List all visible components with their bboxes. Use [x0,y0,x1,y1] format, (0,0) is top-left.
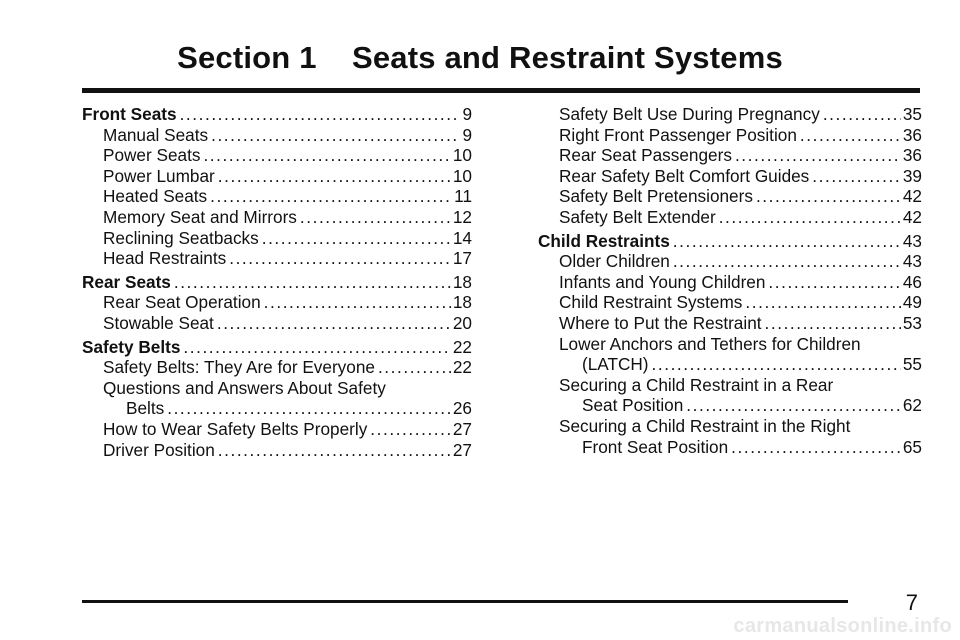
toc-entry-page: 46 [902,271,922,292]
toc-entry-page: 12 [452,206,472,227]
toc-entry-page: 10 [452,145,472,166]
dot-leader [217,313,451,334]
dot-leader [167,398,451,419]
toc-entry-label: Front Seat Position [582,436,729,457]
toc-entry-label: Safety Belts [82,336,181,357]
toc-entry-page: 27 [452,418,472,439]
dot-leader [370,419,451,440]
toc-entry-page: 17 [452,248,472,269]
toc-entry-page: 43 [902,251,922,272]
dot-leader [174,272,451,293]
toc-entry [82,207,472,228]
dot-leader [731,437,901,458]
dot-leader [203,145,450,166]
toc-entry-line: Securing a Child Restraint in the Right [559,415,851,436]
toc-entry-label: Head Restraints [103,248,227,269]
toc-entry-label: Safety Belt Pretensioners [559,186,753,207]
dot-leader [262,228,451,249]
toc-entry-label: Reclining Seatbacks [103,227,259,248]
toc-entry-page: 36 [902,124,922,145]
dot-leader [719,207,901,228]
toc-entry [82,145,472,166]
toc-entry-label: Seat Position [582,395,684,416]
toc-heading [82,104,472,125]
toc-entry [538,186,922,207]
dot-leader [211,125,460,146]
toc-entry [82,248,472,269]
watermark: carmanualsonline.info [733,615,952,637]
toc-entry-label: Front Seats [82,104,177,124]
toc-entry [82,357,472,378]
toc-entry-label: Memory Seat and Mirrors [103,206,297,227]
toc-entry-page: 43 [902,230,922,251]
toc-entry [82,419,472,440]
toc-entry-label: Heated Seats [103,186,208,207]
toc-entry [82,313,472,334]
toc-entry-page: 20 [452,312,472,333]
toc-entry [538,104,922,125]
toc-entry-line: Lower Anchors and Tethers for Children [559,333,861,354]
toc-entry-label: Safety Belt Use During Pregnancy [559,104,820,124]
toc-entry-label: Older Children [559,251,670,272]
dot-leader [768,272,900,293]
dot-leader [745,292,900,313]
toc-entry [82,440,472,461]
dot-leader [652,354,901,375]
toc-entry-label: Rear Seats [82,271,171,292]
toc-entry-line: Securing a Child Restraint in a Rear [559,374,834,395]
toc-entry [82,125,472,146]
toc-entry-label: Stowable Seat [103,312,214,333]
toc-entry-page: 9 [462,104,472,124]
dot-leader [300,207,451,228]
dot-leader [229,248,451,269]
toc-heading [82,272,472,293]
toc-entry [82,186,472,207]
toc-entry [538,207,922,228]
toc-entry-label: Rear Seat Operation [103,292,261,313]
toc-entry-label: Safety Belt Extender [559,206,716,227]
toc-entry [538,292,922,313]
dot-leader [218,166,451,187]
toc-entry [538,354,922,375]
toc-entry-page: 18 [452,271,472,292]
dot-leader [756,186,901,207]
toc-entry-page: 49 [902,292,922,313]
toc-entry [538,395,922,416]
toc-entry [538,145,922,166]
toc-entry-label: Driver Position [103,439,215,460]
toc-entry-page: 22 [452,357,472,378]
dot-leader [800,125,901,146]
toc-entry-label: Rear Seat Passengers [559,145,732,166]
toc-entry [538,272,922,293]
dot-leader [765,313,901,334]
toc-entry [82,292,472,313]
dot-leader [180,104,461,125]
dot-leader [735,145,901,166]
toc-entry [538,251,922,272]
toc-entry-page: 10 [452,165,472,186]
top-rule [82,88,920,93]
dot-leader [812,166,901,187]
section-title: Section 1 Seats and Restraint Systems [177,40,783,75]
toc-entry-label: Power Seats [103,145,201,166]
toc-entry-page: 11 [454,186,472,207]
toc-entry-page: 42 [902,186,922,207]
toc-entry-page: 39 [902,165,922,186]
toc-entry-page: 55 [902,354,922,375]
toc-entry-label: Child Restraints [538,230,670,251]
toc-entry [538,125,922,146]
toc-entry-page: 53 [902,312,922,333]
dot-leader [264,292,451,313]
dot-leader [218,440,451,461]
toc-entry [538,166,922,187]
page-number: 7 [905,590,918,615]
toc-entry-line: Questions and Answers About Safety [103,377,386,398]
toc-entry [538,313,922,334]
toc-entry-label: Power Lumbar [103,165,215,186]
toc-entry-page: 14 [452,227,472,248]
toc-right-column [538,104,922,457]
dot-leader [673,251,901,272]
toc-entry-label: (LATCH) [582,354,649,375]
toc-entry [538,437,922,458]
toc-entry-page: 22 [452,336,472,357]
bottom-rule [82,600,848,603]
toc-entry-label: Where to Put the Restraint [559,312,762,333]
toc-entry-page: 35 [902,104,922,124]
dot-leader [378,357,451,378]
toc-entry-label: How to Wear Safety Belts Properly [103,418,368,439]
toc-entry [82,398,472,419]
toc-entry [82,166,472,187]
toc-entry-label: Right Front Passenger Position [559,124,797,145]
toc-entry-label: Rear Safety Belt Comfort Guides [559,165,810,186]
toc-entry-page: 42 [902,206,922,227]
dot-leader [183,337,450,358]
dot-leader [673,231,901,252]
toc-entry-page: 65 [902,436,922,457]
toc-entry-label: Manual Seats [103,124,209,145]
toc-entry-page: 18 [452,292,472,313]
toc-heading [82,337,472,358]
toc-entry-label: Child Restraint Systems [559,292,743,313]
toc-entry-page: 27 [452,439,472,460]
dot-leader [210,186,452,207]
toc-entry-page: 62 [902,395,922,416]
toc-entry [82,228,472,249]
dot-leader [686,395,901,416]
toc-heading [538,231,922,252]
toc-entry-label: Belts [126,398,165,419]
toc-entry-page: 36 [902,145,922,166]
toc-entry-page: 9 [462,124,472,145]
toc-entry-label: Safety Belts: They Are for Everyone [103,357,375,378]
toc-left-column [82,104,472,460]
toc-entry-page: 26 [452,398,472,419]
dot-leader [823,104,901,125]
toc-entry-label: Infants and Young Children [559,271,766,292]
